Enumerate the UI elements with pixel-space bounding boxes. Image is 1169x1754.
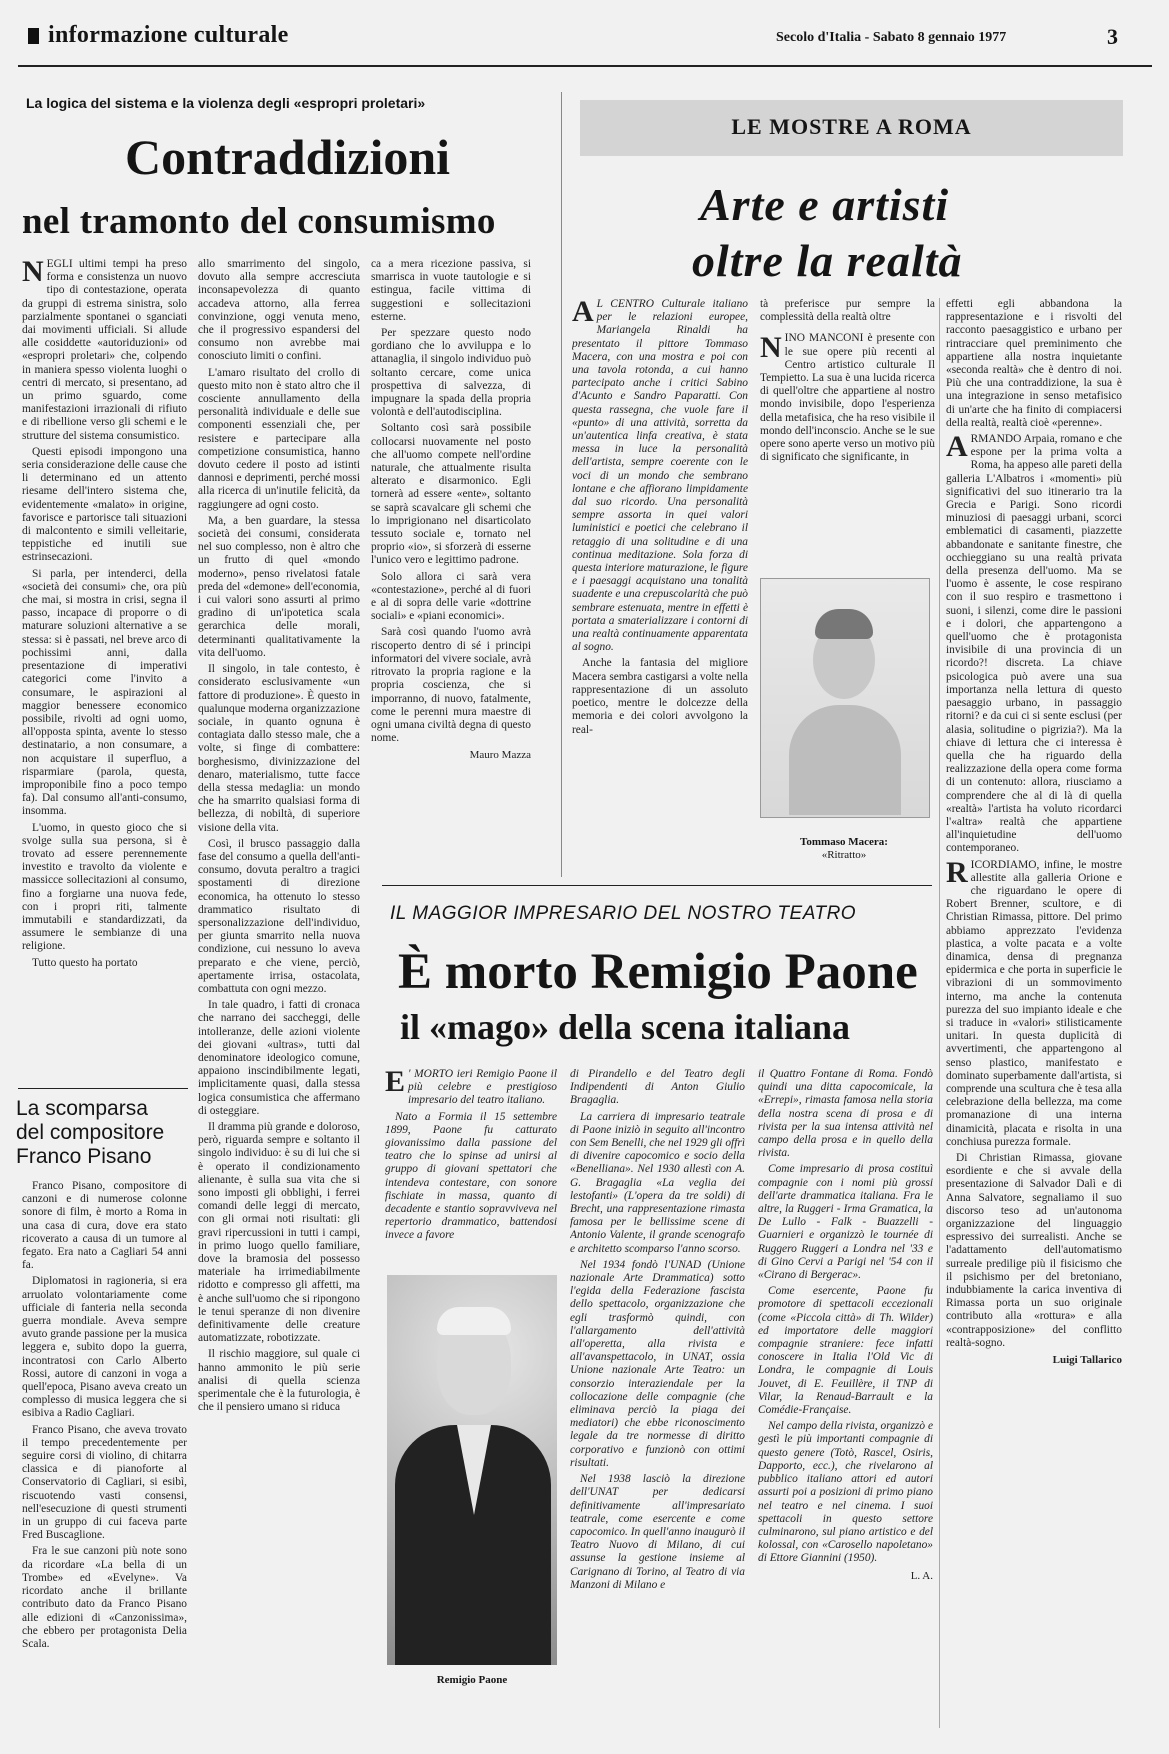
paragraph: Come impresario di prosa costituì compagnie con i nomi più grossi dell'arte drammatica italiana. Fra le altre, la Ruggeri - Irma Gramatica, la De Lullo - Falk - Buazzelli - Guarnieri e organizzò le tournée di Ruggero Ruggeri a Londra nel '33 e di Gino Cervi a Parigi nel '54 con il «Cirano di Bergerac».: [758, 1163, 933, 1282]
paragraph: Fra le sue canzoni più note sono da ricordare «La bella di un Trombe» ed «Evelyne». Va ricordato anche il brillante contributo dato da Franco Pisano alle edizioni di «Canzonissima», che ebbero per protagonista Delia Scala.: [22, 1545, 187, 1650]
paone-col2: [570, 1068, 745, 1728]
paragraph: Anche la fantasia del migliore Macera sembra castigarsi a volte nella rappresentazione di un assoluto poetico, mentre le dolcezze della memoria e dei colori avvolgono la real-: [572, 657, 748, 736]
mostre-dropcap4: R: [946, 855, 968, 889]
paragraph: INO MANCONI è presente con le sue opere più recenti al Centro artistico culturale Il Tempietto. La sua è una lucida ricerca di quell'oltre che appartiene al nostro mondo invisibile, dopo l'esperienza della metafisica, che ha reso visibile il mondo dell'inconscio. Anche se le sue opere sono aperte verso un motivo più di significato che significante, in: [760, 332, 935, 464]
mostre-kicker: LE MOSTRE A ROMA: [731, 114, 972, 139]
paragraph: Nel 1938 lasciò la direzione dell'UNAT per dedicarsi definitivamente all'impresariato teatrale, come esercente e come capocomico. In quell'anno inaugurò il Teatro Nuovo di Milano, di cui assunse la gestione insieme al Carignano di Torino, al Teatro di via Manzoni di Milano e: [570, 1473, 745, 1591]
paragraph: L'uomo, in questo gioco che si svolge sulla sua persona, si è trovato ad essere perennemente investito e travolto da violente e massicce sollecitazioni al consumo, fino a forgiarne una nuova fede, con i propri riti, talmente immutabili e standardizzati, da assumere le sembianze di una religione.: [22, 821, 187, 953]
article1-kicker: La logica del sistema e la violenza degli «espropri proletari»: [26, 95, 426, 111]
paragraph: ICORDIAMO, infine, le mostre allestite alla galleria Orione e che riguardano le opere di Robert Brenner, scultore, e di Christian Rimassa, pittore. Del primo abbiamo apprezzato l'evidenza plastica, a volte pacata e a volte dinamica, densa di pregnanza epidermica e che porta in superficie le vibrazioni di un sommovimento interno, ma anche la contenuta purezza del suo impianto ideale e che si traduce in «valori» stilisticamente unitari. In questa duplicità di avvertimenti, che appartengono al senso plastico, manifestato e dominato superbamente dall'artista, si comprende una scultura che è tesa alla celebrazione della bellezza, ma come promanazione di una interna dinamicità, placata e risolta in una conchiusa purezza formale.: [946, 858, 1122, 1148]
paone-caption: Remigio Paone: [436, 1674, 508, 1686]
paragraph: Il singolo, in tale contesto, è considerato esclusivamente «un fattore di produzione». È questo in qualunque moderna organizzazione sociale, in quanto ognuna è contagiata dallo stesso male, che a volte, si finge di combattere: borghesismo, divinizzazione del denaro, materialismo, tutte facce della stessa medaglia: un mondo che ha smarrito qualsiasi forma di bellezza, di nobiltà, di superiore visione della vita.: [198, 663, 360, 834]
paragraph: Solo allora ci sarà vera «contestazione», perché al di fuori e al di sopra delle varie «dottrine sociali» e «piani economici».: [371, 570, 531, 623]
paone-signature: L. A.: [910, 1569, 933, 1582]
paone-kicker: IL MAGGIOR IMPRESARIO DEL NOSTRO TEATRO: [390, 903, 857, 924]
pisano-title-line2: del compositore: [16, 1121, 165, 1144]
paragraph: La carriera di impresario teatrale di Paone iniziò in seguito all'incontro con Sem Benelli, che nel 1929 gli offrì di divenire capocomico e socio della «Benelliana». Nel 1930 allestì con A. G. Bragaglia «La veglia dei lestofanti» (L'opera da tre soldi) di Brecht, una rappresentazione rimasta famosa per le bellissime scene di Antonio Valente, il grande scenografo e architetto scomparso l'anno scorso.: [570, 1110, 745, 1255]
paragraph: In tale quadro, i fatti di cronaca che narrano dei saccheggi, delle intolleranze, delle azioni violente dei giovani «ultras», tutti dal denominatore ideologico comune, appaiono inscindibilmente legati, implicitamente quasi, dalla stessa logica consumistica che affermano di osteggiare.: [198, 999, 360, 1117]
mostre-col3: [946, 298, 1122, 1678]
portrait-hair: [437, 1307, 511, 1335]
page-number: 3: [1107, 24, 1118, 49]
paragraph: Così, il brusco passaggio dalla fase del consumo a quella dell'anti-consumo, dovuta peraltro a tragici spostamenti di direzione economica, ha ottenuto lo stesso drammatico risultato di spersonalizzazione dell'individuo, per giunta smarrito nella nuova condizione, cui nessuno lo aveva preparato e che viene, perciò, apertamente irrisa, ostacolata, combattuta con ogni mezzo.: [198, 837, 360, 995]
section-title: informazione culturale: [48, 22, 289, 48]
paragraph: il Quattro Fontane di Roma. Fondò quindi una ditta capocomicale, la «Errepi», rimasta famosa nella storia della nostra scena di prosa e di rivista per la sua intensa attività nel campo della prosa e in quello della rivista.: [758, 1068, 933, 1160]
paragraph: Il dramma più grande e doloroso, però, riguarda sempre e soltanto il singolo individuo: è su di lui che si è operato il condizionamento alienante, è sulla sua vita che si sono imposti gli obblighi, i ferrei comandi delle leggi di mercato, con gli ormai noti risultati: gli gravi ripercussioni in tutti i campi, in primo luogo quello familiare, dove la bramosia del possesso materiale ha irrimediabilmente ridotto e compresso gli affetti, ma è anche sull'uomo che si ripongono le tenui speranze di non divenire definitivamente delle creature automatizzate, robotizzate.: [198, 1121, 360, 1345]
paragraph: Il rischio maggiore, sul quale ci hanno ammonito le più serie analisi di quella scienza sperimentale che è la futurologia, è che il pensiero umano si riduca: [198, 1348, 360, 1414]
article1-col3: [371, 258, 531, 858]
mostre-signature: Luigi Tallarico: [1052, 1354, 1122, 1367]
column-divider: [561, 92, 562, 877]
mostre-dropcap2: N: [760, 331, 782, 365]
paragraph: L'amaro risultato del crollo di questo mito non è stato altro che il cosciente annullamento della personalità individuale e delle sue componenti essenziali che, per resistere e partecipare alla competizione consumistica, hanno dovuto cedere il posto ad istinti dannosi e deprimenti, perché mossi alla ricerca di un'inutile felicità, da raggiungere ad ogni costo.: [198, 366, 360, 511]
paragraph: Tutto questo ha portato: [32, 956, 138, 969]
paragraph: Si parla, per intenderci, della «società dei consumi» che, ora più che mai, si mostra in crisi, segna il passo, incapace di proporre o di maturare soluzioni alternative a se stessa: si è passati, nel breve arco di pochissimi anni, dalla presentazione di imperativi categorici come l'invito a consumare, le aspirazioni al maggior benessere economico possibile, rivolti ad ogni uomo, all'opposta spinta, avente lo stesso destinatario, a non consumare, a non acquistare il superfluo, a risparmiare (parola, questa, improponibile fino a poco tempo fa). Dal consumo all'anti-consumo, insomma.: [22, 567, 187, 818]
caption-title: «Ritratto»: [821, 849, 867, 861]
section-marker-icon: [28, 28, 39, 44]
paragraph: effetti egli abbandona la rappresentazione e i risvolti del racconto paesaggistico e urbano per rintracciare quel preminimento che appartiene alla nostra inquietante «seconda realtà» che è dentro di noi. Più che una contraddizione, la sua è una integrazione in senso metafisico di un'arte che ha finito di compiacersi della realtà, realtà cioè «perenne».: [946, 298, 1122, 429]
paragraph: di Pirandello e del Teatro degli Indipendenti di Anton Giulio Bragaglia.: [570, 1068, 745, 1107]
pisano-title: [16, 1097, 191, 1169]
paragraph: ' MORTO ieri Remigio Paone il più celebre e prestigioso impresario del teatro italiano.: [408, 1068, 557, 1107]
header-rule: [18, 65, 1152, 67]
macera-caption: [760, 836, 928, 862]
paragraph: RMANDO Arpaia, romano e che espone per la prima volta a Roma, ha appeso alle pareti della galleria L'Albatros i «momenti» più significativi del suo itinerario tra la Grecia e Parigi. Sono ricordi minuziosi di paesaggi urbani, scorci emblematici di casamenti, piazzette abbandonate e sanitante finestre, che occhieggiano su una realtà privata della presenza dell'uomo. Ma se l'uomo è assente, le cose respirano con il suo respiro e trasmettono i suoni, i silenzi, come dire le passioni e i dolori, che appartengono a quell'uomo che è protagonista invisibile di una provincia di un ricordo?! discreta. La chiave psicologica può avere una sua importanza nella lettura di questo paesaggio urbano, in passaggio ritorni? e da cui ci si sente esclusi (per alasia, solitudine o pigrizia?). Ma la chiave di lettura che ci interessa è quella che ha riguardo della realizzazione della opera come forma di un contenuto: allora, riusciamo a comprendere che al di là di quella «realtà» l'artista ha voluto ricordarci l'«altra» realtà che appartiene all'inquietudine dell'uomo contemporaneo.: [946, 433, 1122, 855]
paone-subtitle: il «mago» della scena italiana: [400, 1007, 850, 1047]
mostre-col1: [572, 298, 748, 858]
paone-title: È morto Remigio Paone: [398, 944, 918, 1000]
mostre-col2: [760, 298, 935, 568]
portrait-body: [789, 705, 901, 815]
paragraph: Nato a Formia il 15 settembre 1899, Paone fu catturato giovanissimo dalla passione del teatro che lo spinse ad unirsi al gruppo di giovani spettatori che intendeva contestare, con sonore fischiate in massa, quanto di decadente e stantio sopravviveva nel repertorio drammatico, battendosi invece a favore: [385, 1110, 557, 1242]
article1-col1: [22, 258, 187, 1068]
mostre-dropcap: A: [572, 298, 594, 328]
caption-name: Tommaso Macera:: [800, 836, 888, 848]
paragraph: Per spezzare questo nodo gordiano che lo avviluppa e lo attanaglia, il singolo individuo può soltanto cercare, come unica prospettiva di salvezza, di impugnare la spada della propria volontà e dell'autodisciplina.: [371, 327, 531, 419]
paone-col3: [758, 1068, 933, 1728]
pisano-title-line3: Franco Pisano: [16, 1145, 152, 1168]
paragraph: allo smarrimento del singolo, dovuto alla sempre accresciuta inconsapevolezza di quanto accadeva attorno, alla ferrea convinzione, oggi venuta meno, che il progressivo espandersi del consumo non avrebbe mai conosciuto limiti o confini.: [198, 258, 360, 363]
mostre-title-2: oltre la realtà: [692, 235, 963, 286]
paragraph: Franco Pisano, che aveva trovato il tempo precedentemente per seguire corsi di violino, di chitarra classica e di pianoforte al Conservatorio di Cagliari, si esibì, riscuotendo vasti consensi, nell'esecuzione di questi strumenti in un gruppo di cui faceva parte Fred Buscaglione.: [22, 1423, 187, 1542]
pisano-title-line1: La scomparsa: [16, 1097, 148, 1120]
header: [18, 18, 1152, 66]
paragraph: Diplomatosi in ragioneria, si era arruolato volontariamente come ufficiale di fanteria nella seconda guerra mondiale. Aveva sempre avuto grande passione per la musica leggera e, subito dopo la guerra, incontratosi con Carlo Alberto Rossi, autore di canzoni in voga a quell'epoca, Pisano aveva creato un complesso di musica leggera che si esibiva a Radio Cagliari.: [22, 1275, 187, 1420]
paone-dropcap: E: [385, 1068, 406, 1098]
paragraph: Di Christian Rimassa, giovane esordiente e che si avvale della presentazione di Salvador Dalì e di Anna Salvatore, segnaliamo il suo discorso teso ad un'autonoma organizzazione del linguaggio espressivo dei surrealisti. Anche se l'adattamento dell'automatismo surreale predilige più il fisicismo che il psichismo per del bretoniano, indubbiamente la carica inventiva di Rimassa porta un suo originale contributo alla «rottura» e alla «contrapposizione» del conflitto realtà-sogno.: [946, 1152, 1122, 1349]
macera-portrait-photo: [760, 578, 930, 818]
paragraph: tà preferisce pur sempre la complessità della realtà oltre: [760, 298, 935, 324]
paragraph: Questi episodi impongono una seria considerazione delle cause che li determinano ed un attento riesame dell'intero sistema che, evidentemente «malato» in origine, favorisce e partorisce tali situazioni di malcontento e simili velleitarie, teppistiche ed inutili sue estrinsecazioni.: [22, 445, 187, 564]
pisano-top-rule: [18, 1088, 188, 1089]
article1-signature: Mauro Mazza: [469, 749, 531, 762]
article1-subtitle: nel tramonto del consumismo: [22, 201, 496, 242]
article1-col2: [198, 258, 360, 1728]
portrait-hair: [815, 609, 873, 639]
mostre-dropcap3: A: [946, 430, 968, 464]
paragraph: Come esercente, Paone fu promotore di spettacoli eccezionali (come «Piccola città» di Th. Wilder) ed importatore delle maggiori compagnie straniere: fece infatti conoscere in Italia l'Old Vic di Londra, le compagnie di Louis Jouvet, di E. Feuillère, il TNP di Vilar, la Renaud-Barrault e la Comédie-Française.: [758, 1285, 933, 1417]
paragraph: Franco Pisano, compositore di canzoni e di numerose colonne sonore di film, è morto a Roma in una casa di cura, dove era stato ricoverato a causa di un tumore al fegato. Era nato a Cagliari 54 anni fa.: [22, 1180, 187, 1272]
paragraph: Sarà così quando l'uomo avrà riscoperto dentro di sé i principi informatori del vivere sociale, avrà ritrovato la propria ragione e la propria coscienza, che si imporranno, di nuovo, fatalmente, come le perenni mura maestre di ogni umana civiltà degna di questo nome.: [371, 626, 531, 745]
paragraph: Ma, a ben guardare, la stessa società dei consumi, considerata nel suo complesso, non è altro che un frutto di quel «mondo moderno», penso rivelatosi fatale preda del «demone» dell'economia, i cui valori sono assurti al primo gradino di un'ipotetica scala gerarchica delle morali, determinanti qualitativamente la vita dell'uomo.: [198, 514, 360, 659]
paragraph: Nel 1934 fondò l'UNAD (Unione nazionale Arte Drammatica) sotto l'egida della Federazione fascista dello spettacolo, organizzazione che egli trasformò quindi, con l'allargamento dell'attività all'operetta, alla rivista e all'avanspettacolo, in UNAT, ossia Unione nazionale Arte Teatro: un consorzio interaziendale per la collocazione delle compagnie (che eliminava perciò la piaga dei mediatori) che ebbe riconoscimento legale da tre normesse di diritto corporativo e funzionò con ottimi risultati.: [570, 1258, 745, 1469]
paone-portrait-photo: [387, 1275, 557, 1665]
article1-title: Contraddizioni: [125, 129, 451, 185]
article1-dropcap: N: [22, 258, 44, 288]
paragraph: Nel campo della rivista, organizzò e gestì le più importanti compagnie di questo genere (Totò, Rascel, Osiris, Dapporto, ecc.), che rivelarono al pubblico italiano attori ed autori assurti poi a posizioni di primo piano nel teatro e nel cinema. I suoi spettacoli in questo settore culminarono, sul piano artistico e del kolossal, con «Carosello napoletano» di Ettore Giannini (1950).: [758, 1420, 933, 1565]
mostre-title-1: Arte e artisti: [700, 179, 950, 230]
pisano-body: [22, 1180, 187, 1740]
paragraph: EGLI ultimi tempi ha preso forma e consistenza un nuovo tipo di contestazione, operata da gruppi di estrema sinistra, solo parzialmente spontanei o sganciati dai movimenti ufficiali. Si allude alle cosiddette «autoriduzioni» od «espropri proletari» che, colpendo in maniera spesso violenta luoghi o centri di mercato, si presentano, ad un primo sguardo, come manifestazioni irrazionali di rifiuto e di ribellione verso gli schemi e le strutture del sistema consumistico.: [22, 258, 187, 442]
paragraph: Soltanto così sarà possibile collocarsi nuovamente nel posto che all'uomo compete nell'ordine naturale, che attualmente risulta alterato e disarmonico. Egli tornerà ad essere «ente», soltanto se saprà scavalcare gli schemi che lo imprigionano nel disarticolato tessuto sociale e, tornato nel proprio «io», si sforzerà di esserne l'unico vero e legittimo padrone.: [371, 422, 531, 567]
paragraph: L CENTRO Culturale italiano per le relazioni europee, Mariangela Rinaldi ha presentato il pittore Tommaso Macera, con una mostra e poi con una tavola rotonda, a cui hanno partecipato anche i critici Sabino d'Acunto e Sandro Paparatti. Con questa rassegna, che vuole fare il «punto» di una attività, sorretta da un'autentica linfa creativa, è stata messa in luce la personalità dell'artista, sempre coerente con le voci di un mondo che sembrano lontane e che affiorano limpidamente dal suo ricordo. Una personalità sempre assorta in quei valori luministici e poetici che celebrano il retaggio di una solitudine e di una continua meditazione. Sola forza di questa interiore maturazione, le figure e i paesaggi acquistano una tonalità suadente e una crepuscolarità che può sembrare estenuata, mentre in effetti è portata a smaterializzare i contorni di una realtà continuamente apparentata al sogno.: [572, 298, 748, 654]
paper-date: Secolo d'Italia - Sabato 8 gennaio 1977: [776, 30, 1007, 45]
paragraph: ca a mera ricezione passiva, si smarrisca in vuote tautologie e si estingua, facile vittima di suggestioni e sollecitazioni esterne.: [371, 258, 531, 323]
paone-top-rule: [382, 885, 932, 886]
column-divider: [939, 298, 940, 1728]
